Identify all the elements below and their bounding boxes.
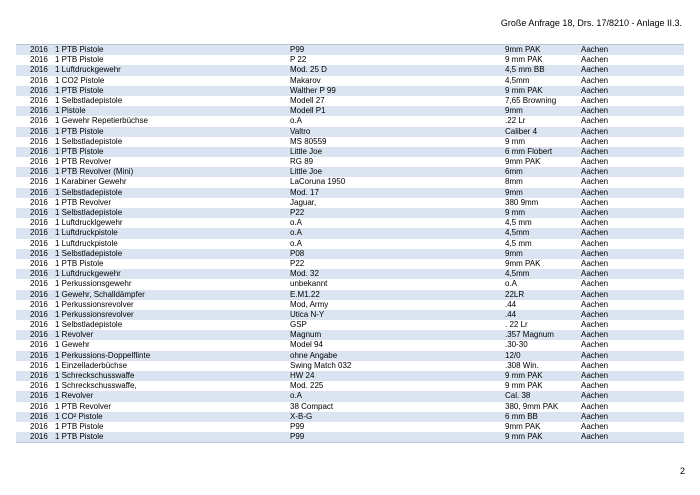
cell-location: Aachen bbox=[581, 208, 609, 217]
cell-location: Aachen bbox=[581, 279, 609, 289]
table-row bbox=[16, 116, 684, 126]
table-row bbox=[16, 412, 684, 422]
cell-model: o.A bbox=[290, 228, 303, 238]
cell-caliber: o.A bbox=[505, 279, 518, 289]
cell-weapon-type: 1 PTB Revolver bbox=[55, 157, 112, 167]
cell-location: Aachen bbox=[581, 85, 609, 95]
table-row bbox=[16, 127, 684, 137]
cell-model: P08 bbox=[290, 248, 305, 258]
cell-location: Aachen bbox=[581, 187, 609, 197]
cell-location: Aachen bbox=[581, 411, 609, 421]
cell-year: 2016 bbox=[30, 258, 48, 268]
table-row bbox=[16, 65, 684, 75]
cell-location: Aachen bbox=[581, 269, 609, 279]
cell-year: 2016 bbox=[30, 238, 48, 248]
cell-location: Aachen bbox=[581, 45, 609, 54]
cell-location: Aachen bbox=[581, 126, 609, 136]
table-row bbox=[16, 371, 684, 381]
table-row bbox=[16, 310, 684, 320]
cell-model: P99 bbox=[290, 421, 305, 431]
cell-location: Aachen bbox=[581, 238, 609, 248]
cell-year: 2016 bbox=[30, 228, 48, 238]
table-row bbox=[16, 381, 684, 391]
cell-location: Aachen bbox=[581, 197, 609, 207]
table-row bbox=[16, 177, 684, 187]
cell-model: Mod. 32 bbox=[290, 269, 319, 279]
table-row bbox=[16, 290, 684, 300]
cell-year: 2016 bbox=[30, 269, 48, 279]
cell-year: 2016 bbox=[30, 126, 48, 136]
cell-caliber: 9mm bbox=[505, 187, 523, 197]
cell-caliber: 9 mm PAK bbox=[505, 381, 543, 391]
table-row bbox=[16, 198, 684, 208]
cell-caliber: 6mm bbox=[505, 167, 523, 177]
cell-year: 2016 bbox=[30, 411, 48, 421]
cell-caliber: 9 mm PAK bbox=[505, 432, 543, 442]
table-row bbox=[16, 228, 684, 238]
table-row bbox=[16, 137, 684, 147]
cell-year: 2016 bbox=[30, 381, 48, 391]
cell-caliber: Caliber 4 bbox=[505, 126, 538, 136]
cell-model: Swing Match 032 bbox=[290, 360, 352, 370]
cell-location: Aachen bbox=[581, 289, 609, 299]
table-row bbox=[16, 45, 684, 55]
cell-year: 2016 bbox=[30, 279, 48, 289]
table-row bbox=[16, 361, 684, 371]
cell-model: o.A bbox=[290, 391, 303, 401]
cell-location: Aachen bbox=[581, 391, 609, 401]
cell-location: Aachen bbox=[581, 401, 609, 411]
table-row bbox=[16, 279, 684, 289]
cell-location: Aachen bbox=[581, 340, 609, 350]
cell-weapon-type: 1 CO2 Pistole bbox=[55, 75, 105, 85]
cell-weapon-type: 1 CO² Pistole bbox=[55, 411, 103, 421]
cell-location: Aachen bbox=[581, 258, 609, 268]
cell-caliber: 9 mm PAK bbox=[505, 85, 543, 95]
cell-weapon-type: 1 PTB Pistole bbox=[55, 258, 104, 268]
cell-year: 2016 bbox=[30, 248, 48, 258]
cell-caliber: . 22 Lr bbox=[505, 320, 528, 330]
cell-weapon-type: 1 Gewehr, Schalldämpfer bbox=[55, 289, 145, 299]
cell-year: 2016 bbox=[30, 309, 48, 319]
cell-weapon-type: 1 PTB Pistole bbox=[55, 146, 104, 156]
cell-year: 2016 bbox=[30, 116, 48, 126]
table-row bbox=[16, 249, 684, 259]
cell-caliber: 9mm PAK bbox=[505, 421, 541, 431]
cell-weapon-type: 1 PTB Pistole bbox=[55, 126, 104, 136]
table-row bbox=[16, 300, 684, 310]
cell-model: Mod. 25 D bbox=[290, 65, 327, 75]
cell-weapon-type: 1 Selbstladepistole bbox=[55, 208, 123, 217]
table-row bbox=[16, 106, 684, 116]
cell-location: Aachen bbox=[581, 65, 609, 75]
cell-weapon-type: 1 Selbstladepistole bbox=[55, 136, 123, 146]
cell-model: MS 80559 bbox=[290, 136, 327, 146]
table-row bbox=[16, 259, 684, 269]
cell-weapon-type: 1 Luftdrucklgewehr bbox=[55, 218, 123, 228]
cell-model: Little Joe bbox=[290, 146, 323, 156]
cell-weapon-type: 1 Einzelladerbüchse bbox=[55, 360, 128, 370]
cell-weapon-type: 1 Revolver bbox=[55, 391, 94, 401]
cell-location: Aachen bbox=[581, 421, 609, 431]
cell-location: Aachen bbox=[581, 75, 609, 85]
cell-caliber: 8mm bbox=[505, 177, 523, 187]
table-row bbox=[16, 188, 684, 198]
cell-caliber: 9mm bbox=[505, 106, 523, 116]
cell-model: X-B-G bbox=[290, 411, 313, 421]
table-row bbox=[16, 208, 684, 218]
cell-year: 2016 bbox=[30, 106, 48, 116]
cell-model: Little Joe bbox=[290, 167, 323, 177]
cell-caliber: .22 Lr bbox=[505, 116, 526, 126]
cell-year: 2016 bbox=[30, 421, 48, 431]
cell-model: Valtro bbox=[290, 126, 311, 136]
cell-weapon-type: 1 Perkussionsgewehr bbox=[55, 279, 132, 289]
cell-model: Model 94 bbox=[290, 340, 323, 350]
cell-caliber: 9mm PAK bbox=[505, 45, 541, 54]
cell-weapon-type: 1 Luftdruckpistole bbox=[55, 238, 118, 248]
cell-caliber: 22LR bbox=[505, 289, 525, 299]
table-row bbox=[16, 239, 684, 249]
cell-caliber: 4,5mm bbox=[505, 269, 530, 279]
cell-caliber: .357 Magnum bbox=[505, 330, 554, 340]
cell-caliber: 9 mm bbox=[505, 136, 525, 146]
cell-weapon-type: 1 Luftdruckpistole bbox=[55, 228, 118, 238]
cell-location: Aachen bbox=[581, 116, 609, 126]
cell-caliber: .44 bbox=[505, 299, 517, 309]
cell-model: RG 89 bbox=[290, 157, 314, 167]
cell-caliber: 380, 9mm PAK bbox=[505, 401, 559, 411]
document-header: Große Anfrage 18, Drs. 17/8210 - Anlage II.3. bbox=[500, 18, 682, 28]
cell-year: 2016 bbox=[30, 432, 48, 442]
cell-model: o.A bbox=[290, 116, 303, 126]
cell-weapon-type: 1 Luftdruckgewehr bbox=[55, 65, 121, 75]
cell-location: Aachen bbox=[581, 136, 609, 146]
cell-weapon-type: 1 PTB Revolver bbox=[55, 197, 112, 207]
cell-model: Jaguar, bbox=[290, 197, 317, 207]
table-row bbox=[16, 147, 684, 157]
cell-location: Aachen bbox=[581, 248, 609, 258]
page-number: 2 bbox=[679, 466, 685, 476]
cell-weapon-type: 1 Pistole bbox=[55, 106, 86, 116]
cell-caliber: 12/0 bbox=[505, 350, 521, 360]
table-row bbox=[16, 402, 684, 412]
cell-year: 2016 bbox=[30, 167, 48, 177]
cell-weapon-type: 1 PTB Pistole bbox=[55, 85, 104, 95]
table-row bbox=[16, 167, 684, 177]
cell-caliber: Cal. 38 bbox=[505, 391, 531, 401]
cell-model: Mod. 17 bbox=[290, 187, 319, 197]
cell-weapon-type: 1 PTB Pistole bbox=[55, 45, 104, 54]
cell-location: Aachen bbox=[581, 350, 609, 360]
cell-weapon-type: 1 Perkussionsrevolver bbox=[55, 299, 134, 309]
table-row bbox=[16, 422, 684, 432]
cell-weapon-type: 1 PTB Pistole bbox=[55, 432, 104, 442]
cell-model: Mod. 225 bbox=[290, 381, 324, 391]
cell-year: 2016 bbox=[30, 299, 48, 309]
cell-location: Aachen bbox=[581, 146, 609, 156]
cell-year: 2016 bbox=[30, 136, 48, 146]
cell-model: P 22 bbox=[290, 55, 307, 65]
cell-location: Aachen bbox=[581, 55, 609, 65]
cell-caliber: 4,5 mm bbox=[505, 218, 532, 228]
cell-model: GSP bbox=[290, 320, 307, 330]
cell-model: Modell 27 bbox=[290, 95, 325, 105]
cell-caliber: 4,5 mm bbox=[505, 238, 532, 248]
cell-model: P22 bbox=[290, 208, 305, 217]
table-row bbox=[16, 432, 684, 442]
cell-caliber: .308 Win. bbox=[505, 360, 539, 370]
cell-year: 2016 bbox=[30, 95, 48, 105]
cell-year: 2016 bbox=[30, 350, 48, 360]
cell-year: 2016 bbox=[30, 330, 48, 340]
table-row bbox=[16, 269, 684, 279]
cell-weapon-type: 1 Perkussions-Doppelflinte bbox=[55, 350, 151, 360]
cell-weapon-type: 1 Gewehr Repetierbüchse bbox=[55, 116, 148, 126]
cell-model: Modell P1 bbox=[290, 106, 326, 116]
cell-location: Aachen bbox=[581, 320, 609, 330]
cell-weapon-type: 1 Selbstladepistole bbox=[55, 320, 123, 330]
cell-location: Aachen bbox=[581, 381, 609, 391]
cell-weapon-type: 1 Gewehr bbox=[55, 340, 90, 350]
cell-year: 2016 bbox=[30, 45, 48, 54]
cell-location: Aachen bbox=[581, 309, 609, 319]
cell-year: 2016 bbox=[30, 360, 48, 370]
cell-weapon-type: 1 PTB Revolver (Mini) bbox=[55, 167, 134, 177]
cell-weapon-type: 1 PTB Pistole bbox=[55, 421, 104, 431]
cell-year: 2016 bbox=[30, 401, 48, 411]
cell-weapon-type: 1 Karabiner Gewehr bbox=[55, 177, 127, 187]
cell-model: unbekannt bbox=[290, 279, 328, 289]
cell-location: Aachen bbox=[581, 432, 609, 442]
cell-year: 2016 bbox=[30, 55, 48, 65]
cell-model: P99 bbox=[290, 45, 305, 54]
cell-model: o.A bbox=[290, 218, 303, 228]
cell-weapon-type: 1 Luftdruckgewehr bbox=[55, 269, 121, 279]
cell-caliber: 9mm PAK bbox=[505, 157, 541, 167]
cell-model: P99 bbox=[290, 432, 305, 442]
cell-weapon-type: 1 Perkussionsrevolver bbox=[55, 309, 134, 319]
cell-caliber: 9mm PAK bbox=[505, 258, 541, 268]
cell-year: 2016 bbox=[30, 340, 48, 350]
cell-model: 38 Compact bbox=[290, 401, 334, 411]
cell-year: 2016 bbox=[30, 157, 48, 167]
cell-model: P22 bbox=[290, 258, 305, 268]
cell-year: 2016 bbox=[30, 146, 48, 156]
cell-model: LaCoruna 1950 bbox=[290, 177, 346, 187]
cell-model: E.M1.22 bbox=[290, 289, 320, 299]
cell-caliber: 9mm bbox=[505, 248, 523, 258]
cell-weapon-type: 1 Schreckschusswaffe, bbox=[55, 381, 137, 391]
cell-model: Magnum bbox=[290, 330, 322, 340]
cell-caliber: 9 mm bbox=[505, 208, 525, 217]
cell-location: Aachen bbox=[581, 228, 609, 238]
cell-location: Aachen bbox=[581, 177, 609, 187]
cell-weapon-type: 1 Schreckschusswaffe bbox=[55, 371, 135, 380]
cell-location: Aachen bbox=[581, 330, 609, 340]
table-row bbox=[16, 340, 684, 350]
table-row bbox=[16, 320, 684, 330]
cell-year: 2016 bbox=[30, 208, 48, 217]
cell-weapon-type: 1 Selbstladepistole bbox=[55, 248, 123, 258]
cell-year: 2016 bbox=[30, 187, 48, 197]
cell-caliber: .30-30 bbox=[505, 340, 528, 350]
cell-model: HW 24 bbox=[290, 371, 315, 380]
cell-weapon-type: 1 Revolver bbox=[55, 330, 94, 340]
cell-year: 2016 bbox=[30, 65, 48, 75]
cell-caliber: 6 mm BB bbox=[505, 411, 538, 421]
table-row bbox=[16, 351, 684, 361]
cell-year: 2016 bbox=[30, 177, 48, 187]
cell-location: Aachen bbox=[581, 360, 609, 370]
cell-location: Aachen bbox=[581, 95, 609, 105]
table-row bbox=[16, 96, 684, 106]
cell-location: Aachen bbox=[581, 106, 609, 116]
cell-year: 2016 bbox=[30, 320, 48, 330]
table-row bbox=[16, 391, 684, 401]
cell-year: 2016 bbox=[30, 289, 48, 299]
cell-model: Makarov bbox=[290, 75, 321, 85]
cell-caliber: 9 mm PAK bbox=[505, 55, 543, 65]
table-row bbox=[16, 55, 684, 65]
cell-year: 2016 bbox=[30, 218, 48, 228]
cell-location: Aachen bbox=[581, 157, 609, 167]
cell-weapon-type: 1 Selbstladepistole bbox=[55, 187, 123, 197]
cell-model: Utica N-Y bbox=[290, 309, 325, 319]
cell-model: Mod, Army bbox=[290, 299, 329, 309]
cell-year: 2016 bbox=[30, 75, 48, 85]
cell-year: 2016 bbox=[30, 85, 48, 95]
cell-year: 2016 bbox=[30, 371, 48, 380]
cell-caliber: .44 bbox=[505, 309, 517, 319]
cell-model: Walther P 99 bbox=[290, 85, 336, 95]
cell-year: 2016 bbox=[30, 197, 48, 207]
cell-caliber: 4,5mm bbox=[505, 75, 530, 85]
cell-caliber: 4,5mm bbox=[505, 228, 530, 238]
cell-caliber: 380 9mm bbox=[505, 197, 539, 207]
cell-weapon-type: 1 PTB Pistole bbox=[55, 55, 104, 65]
cell-caliber: 4,5 mm BB bbox=[505, 65, 545, 75]
cell-caliber: 6 mm Flobert bbox=[505, 146, 553, 156]
cell-weapon-type: 1 PTB Revolver bbox=[55, 401, 112, 411]
table-row bbox=[16, 76, 684, 86]
table-row bbox=[16, 218, 684, 228]
cell-location: Aachen bbox=[581, 218, 609, 228]
table-row bbox=[16, 157, 684, 167]
cell-weapon-type: 1 Selbstladepistole bbox=[55, 95, 123, 105]
cell-caliber: 7,65 Browning bbox=[505, 95, 557, 105]
cell-location: Aachen bbox=[581, 167, 609, 177]
table-row bbox=[16, 86, 684, 96]
table-row bbox=[16, 330, 684, 340]
cell-model: o.A bbox=[290, 238, 303, 248]
cell-caliber: 9 mm PAK bbox=[505, 371, 543, 380]
cell-location: Aachen bbox=[581, 371, 609, 380]
cell-model: ohne Angabe bbox=[290, 350, 338, 360]
cell-location: Aachen bbox=[581, 299, 609, 309]
cell-year: 2016 bbox=[30, 391, 48, 401]
weapons-table bbox=[16, 44, 684, 443]
